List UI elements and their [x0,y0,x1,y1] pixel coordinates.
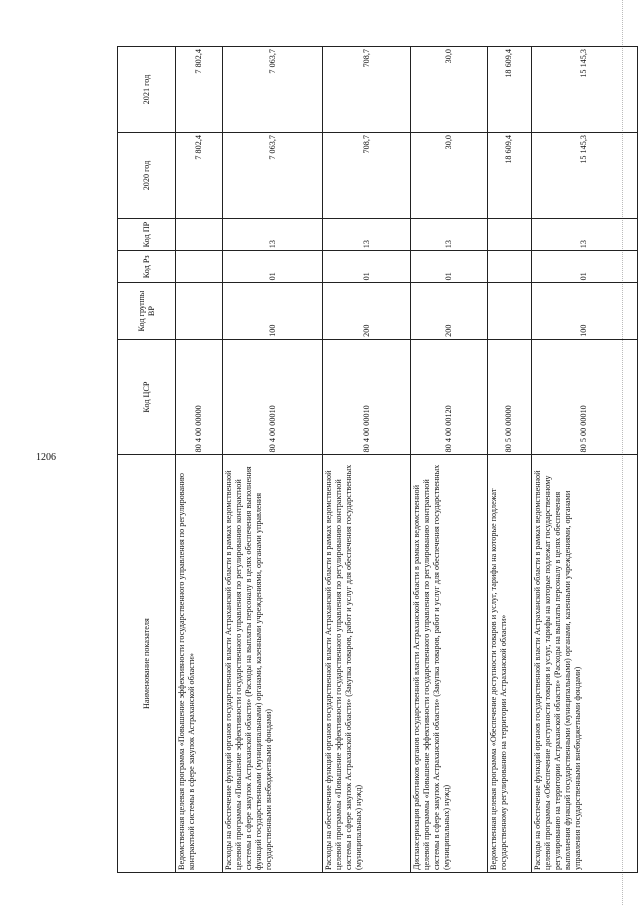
cell-vr: 200 [323,283,411,339]
cell-rz: 01 [411,251,487,283]
cell-vr: 200 [411,283,487,339]
table-row [487,47,531,873]
cell-vr [487,283,531,339]
table-row [411,47,487,873]
cell-2021: 7 063,7 [223,47,323,133]
cell-name: Расходы на обеспечение функций органов государственной власти Астраханской области в рамках ведомственной целевой программы «Обеспечение доступности товаров и услуг, тарифы на которые подлежат государственному регулированию на территории Астраханской области» (Расходы на выплаты персоналу в целях обеспечения выполнения функций государственными (муниципальными) органами, казенными учреждениями, органами управления государственными внебюджетными фондами) [531,455,637,873]
cell-2020: 18 609,4 [487,133,531,219]
cell-csr: 80 4 00 00000 [176,339,223,455]
header-csr: Код ЦСР [118,339,176,455]
header-vr: Код группы ВР [118,283,176,339]
cell-name: Ведомственная целевая программа «Повышение эффективности государственного управления по регулированию контрактной системы в сфере закупок Астраханской области» [176,455,223,873]
page-number: 1206 [36,452,56,463]
cell-pr: 13 [531,218,637,250]
header-2020: 2020 год [118,133,176,219]
cell-pr: 13 [223,218,323,250]
cell-vr [176,283,223,339]
cell-2020: 30,0 [411,133,487,219]
cell-2020: 7 802,4 [176,133,223,219]
cell-name: Диспансеризация работников органов государственной власти Астраханской области в рамках ведомственной целевой программы «Повышение эффективности государственного управления по регулированию контрактной системы в сфере закупок Астраханской области» (Закупка товаров, работ и услуг для обеспечения государственных (муниципальных) нужд) [411,455,487,873]
cell-pr [176,218,223,250]
cell-2021: 18 609,4 [487,47,531,133]
cell-2020: 15 145,3 [531,133,637,219]
cell-name: Расходы на обеспечение функций органов государственной власти Астраханской области в рамках ведомственной целевой программы «Повышение эффективности государственного управления по регулированию контрактной системы в сфере закупок Астраханской области» (Расходы на выплаты персоналу в целях обеспечения выполнения функций государственными (муниципальными) органами, казенными учреждениями, органами управления государственными внебюджетными фондами) [223,455,323,873]
header-name: Наименование показателя [118,455,176,873]
cell-2020: 7 063,7 [223,133,323,219]
header-rz: Код Рз [118,251,176,283]
cell-vr: 100 [223,283,323,339]
cell-2021: 708,7 [323,47,411,133]
cell-2021: 15 145,3 [531,47,637,133]
cell-2021: 7 802,4 [176,47,223,133]
rotated-budget-table [117,46,638,873]
cell-rz: 01 [323,251,411,283]
cell-csr: 80 4 00 00010 [323,339,411,455]
cell-2020: 708,7 [323,133,411,219]
table-row [323,47,411,873]
cell-rz: 01 [223,251,323,283]
cell-pr: 13 [323,218,411,250]
cell-rz [487,251,531,283]
table-row [223,47,323,873]
header-pr: Код ПР [118,218,176,250]
cell-csr: 80 5 00 00000 [487,339,531,455]
cell-csr: 80 4 00 00010 [223,339,323,455]
table-row [176,47,223,873]
cell-csr: 80 5 00 00010 [531,339,637,455]
table-header-row [118,47,176,873]
cell-2021: 30,0 [411,47,487,133]
cell-vr: 100 [531,283,637,339]
header-2021: 2021 год [118,47,176,133]
cell-pr: 13 [411,218,487,250]
cell-name: Ведомственная целевая программа «Обеспечение доступности товаров и услуг, тарифы на которые подлежат государственному регулированию на территории Астраханской области» [487,455,531,873]
cell-rz: 01 [531,251,637,283]
budget-table [117,46,638,873]
cell-rz [176,251,223,283]
cell-name: Расходы на обеспечение функций органов государственной власти Астраханской области в рамках ведомственной целевой программы «Повышение эффективности государственного управления по регулированию контрактной системы в сфере закупок Астраханской области» (Закупка товаров, работ и услуг для обеспечения государственных (муниципальных) нужд) [323,455,411,873]
cell-pr [487,218,531,250]
table-row [531,47,637,873]
cell-csr: 80 4 00 00120 [411,339,487,455]
